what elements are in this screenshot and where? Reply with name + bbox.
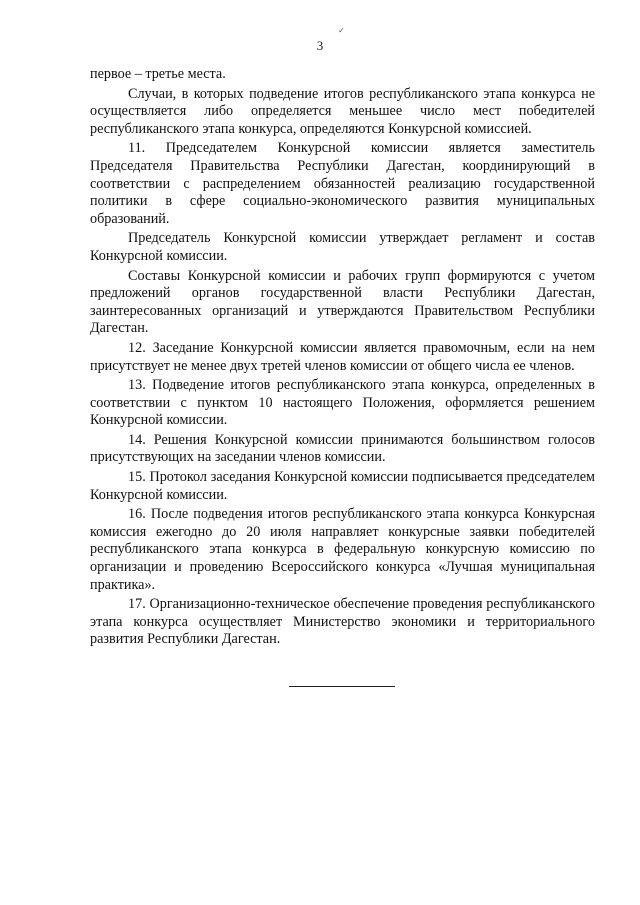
document-body [90,66,595,651]
paragraph-clause-17: 17. Организационно-техническое обеспечение проведения республиканского этапа конкурса осуществляет Министерство экономики и территориального развития Республики Дагестан. [90,596,595,648]
paragraph-clause-16: 16. После подведения итогов республиканского этапа конкурса Конкурсная комиссия ежегодно до 20 июля направляет конкурсные заявки победителей республиканского этапа конкурса в федеральную конкурсную комиссию по организации и проведению Всероссийского конкурса «Лучшая муниципальная практика». [90,506,595,593]
paragraph: Случаи, в которых подведение итогов республиканского этапа конкурса не осуществляется либо определяется меньшее число мест победителей республиканского этапа конкурса, определяются Конкурсной комиссией. [90,85,595,137]
paragraph-clause-11: 11. Председателем Конкурсной комиссии является заместитель Председателя Правительства Республики Дагестан, координирующий в соответствии с распределением обязанностей реализацию государственной политики в сфере социально-экономического развития муниципальных образований. [90,140,595,227]
paragraph-clause-12: 12. Заседание Конкурсной комиссии является правомочным, если на нем присутствует не менее двух третей членов комиссии от общего числа ее членов. [90,339,595,374]
scan-artifact-icon: ✓ [338,26,345,35]
paragraph: Составы Конкурсной комиссии и рабочих групп формируются с учетом предложений органов государственной власти Республики Дагестан, заинтересованных организаций и утверждаются Правительством Республики Дагестан. [90,267,595,337]
end-of-text-rule [289,686,395,687]
page-number: 3 [316,38,324,53]
paragraph: Председатель Конкурсной комиссии утверждает регламент и состав Конкурсной комиссии. [90,230,595,264]
paragraph-clause-14: 14. Решения Конкурсной комиссии принимаются большинством голосов присутствующих на заседании членов комиссии. [90,431,595,466]
paragraph-continuation: первое – третье места. [90,66,226,82]
paragraph-clause-13: 13. Подведение итогов республиканского этапа конкурса, определенных в соответствии с пунктом 10 настоящего Положения, оформляется решением Конкурсной комиссии. [90,377,595,429]
paragraph-clause-15: 15. Протокол заседания Конкурсной комиссии подписывается председателем Конкурсной комиссии. [90,469,595,503]
